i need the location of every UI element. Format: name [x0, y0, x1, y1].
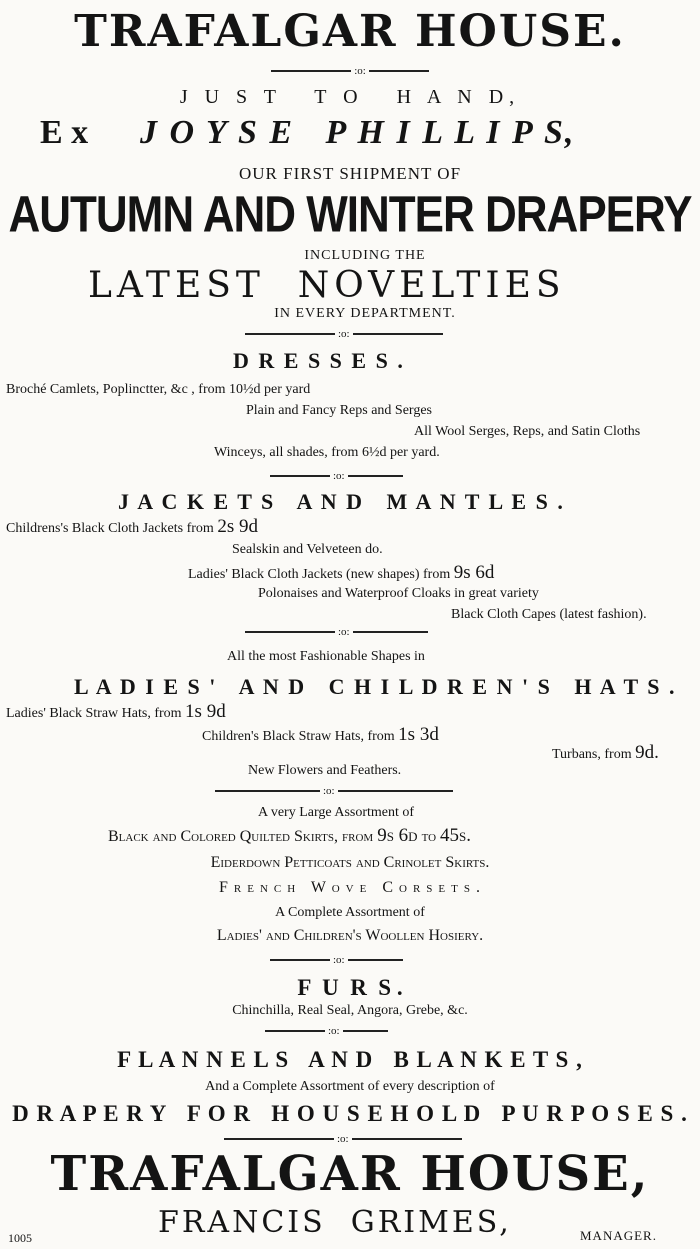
rule-mark: :o:	[338, 328, 350, 341]
skirts-line: Ladies' and Children's Woollen Hosiery.	[216, 927, 484, 944]
divider-rule	[270, 954, 403, 966]
item-price: 45s.	[440, 825, 472, 846]
ad-number: 1005	[8, 1231, 32, 1245]
dresses-item: Plain and Fancy Reps and Serges	[246, 403, 432, 418]
item-price: 9s 6d	[377, 825, 418, 846]
dresses-item: Broché Camlets, Poplinctter, &c , from 10½d per yard	[6, 382, 311, 397]
footer-title: TRAFALGAR HOUSE,	[50, 1146, 650, 1202]
hats-item	[6, 702, 226, 721]
item-text: Children's Black Straw Hats, from	[202, 729, 395, 744]
rule-mark: :o:	[338, 626, 350, 639]
divider-rule	[245, 626, 428, 638]
first-shipment: OUR FIRST SHIPMENT OF	[238, 164, 462, 183]
divider-rule	[0, 65, 700, 77]
skirts-line	[108, 826, 471, 845]
jackets-item	[6, 517, 258, 536]
flannels-line: And a Complete Assortment of every description of	[205, 1079, 495, 1094]
dresses-item: All Wool Serges, Reps, and Satin Cloths	[414, 424, 641, 439]
dresses-item: Winceys, all shades, from 6½d per yard.	[214, 445, 440, 460]
item-text: Ladies' Black Straw Hats, from	[6, 706, 182, 721]
dresses-heading: D R E S S E S .	[233, 348, 405, 373]
household-heading: D R A P E R Y F O R H O U S E H O L D P U R P O S E S .	[12, 1101, 688, 1126]
rule-mark: :o:	[333, 470, 345, 483]
hats-item: New Flowers and Feathers.	[248, 763, 402, 778]
item-text: Childrens's Black Cloth Jackets from	[6, 521, 214, 536]
divider-rule	[270, 470, 403, 482]
rule-mark: :o:	[337, 1133, 349, 1146]
divider-rule	[265, 1025, 388, 1037]
rule-mark: :o:	[323, 785, 335, 798]
headline: AUTUMN AND WINTER DRAPERY	[8, 186, 692, 243]
flannels-heading: F L A N N E L S A N D B L A N K E T S ,	[117, 1047, 583, 1072]
item-price: 9d.	[635, 742, 659, 763]
item-text: to	[421, 828, 437, 845]
item-text: Black and Colored Quilted Skirts, from	[108, 828, 374, 845]
jackets-heading: J A C K E T S A N D M A N T L E S .	[118, 489, 565, 514]
jackets-item: Polonaises and Waterproof Cloaks in great variety	[258, 586, 539, 601]
jackets-item: Black Cloth Capes (latest fashion).	[451, 607, 647, 622]
skirts-line: F r e n c h W o v e C o r s e t s .	[219, 879, 481, 896]
furs-heading: F U R S .	[297, 975, 403, 1000]
hats-item	[552, 743, 659, 762]
manager-label: MANAGER.	[580, 1228, 657, 1243]
just-to-hand: J U S T T O H A N D,	[179, 86, 521, 108]
item-text: Ladies' Black Cloth Jackets (new shapes) from	[188, 567, 451, 582]
skirts-intro: A very Large Assortment of	[258, 805, 415, 820]
skirts-line: A Complete Assortment of	[275, 905, 425, 920]
hats-heading: L A D I E S ' A N D C H I L D R E N ' S H A T S .	[74, 674, 677, 699]
every-department: IN EVERY DEPARTMENT.	[274, 306, 456, 321]
item-price: 2s 9d	[217, 516, 258, 537]
rule-mark: :o:	[328, 1025, 340, 1038]
store-title: TRAFALGAR HOUSE.	[74, 6, 626, 57]
item-text: Turbans, from	[552, 747, 632, 762]
rule-mark: :o:	[333, 954, 345, 967]
including-the: INCLUDING THE	[304, 248, 426, 263]
divider-rule	[215, 785, 453, 797]
item-price: 1s 3d	[398, 724, 439, 745]
jackets-item: Sealskin and Velveteen do.	[232, 542, 383, 557]
ship-name: J O Y S E P H I L L I P S,	[140, 114, 576, 151]
item-price: 9s 6d	[453, 562, 495, 583]
hats-intro: All the most Fashionable Shapes in	[227, 649, 425, 664]
item-price: 1s 9d	[185, 701, 226, 722]
divider-rule	[224, 1133, 462, 1145]
jackets-item	[188, 563, 494, 582]
proprietor-name: FRANCIS GRIMES,	[158, 1205, 512, 1240]
hats-item	[202, 725, 439, 744]
latest-novelties: LATEST NOVELTIES	[88, 265, 566, 306]
ex-label: E x	[40, 114, 89, 151]
furs-items: Chinchilla, Real Seal, Angora, Grebe, &c.	[232, 1003, 468, 1018]
rule-mark: :o:	[354, 65, 366, 78]
divider-rule	[245, 328, 443, 340]
skirts-line: Eiderdown Petticoats and Crinolet Skirts.	[210, 854, 490, 871]
